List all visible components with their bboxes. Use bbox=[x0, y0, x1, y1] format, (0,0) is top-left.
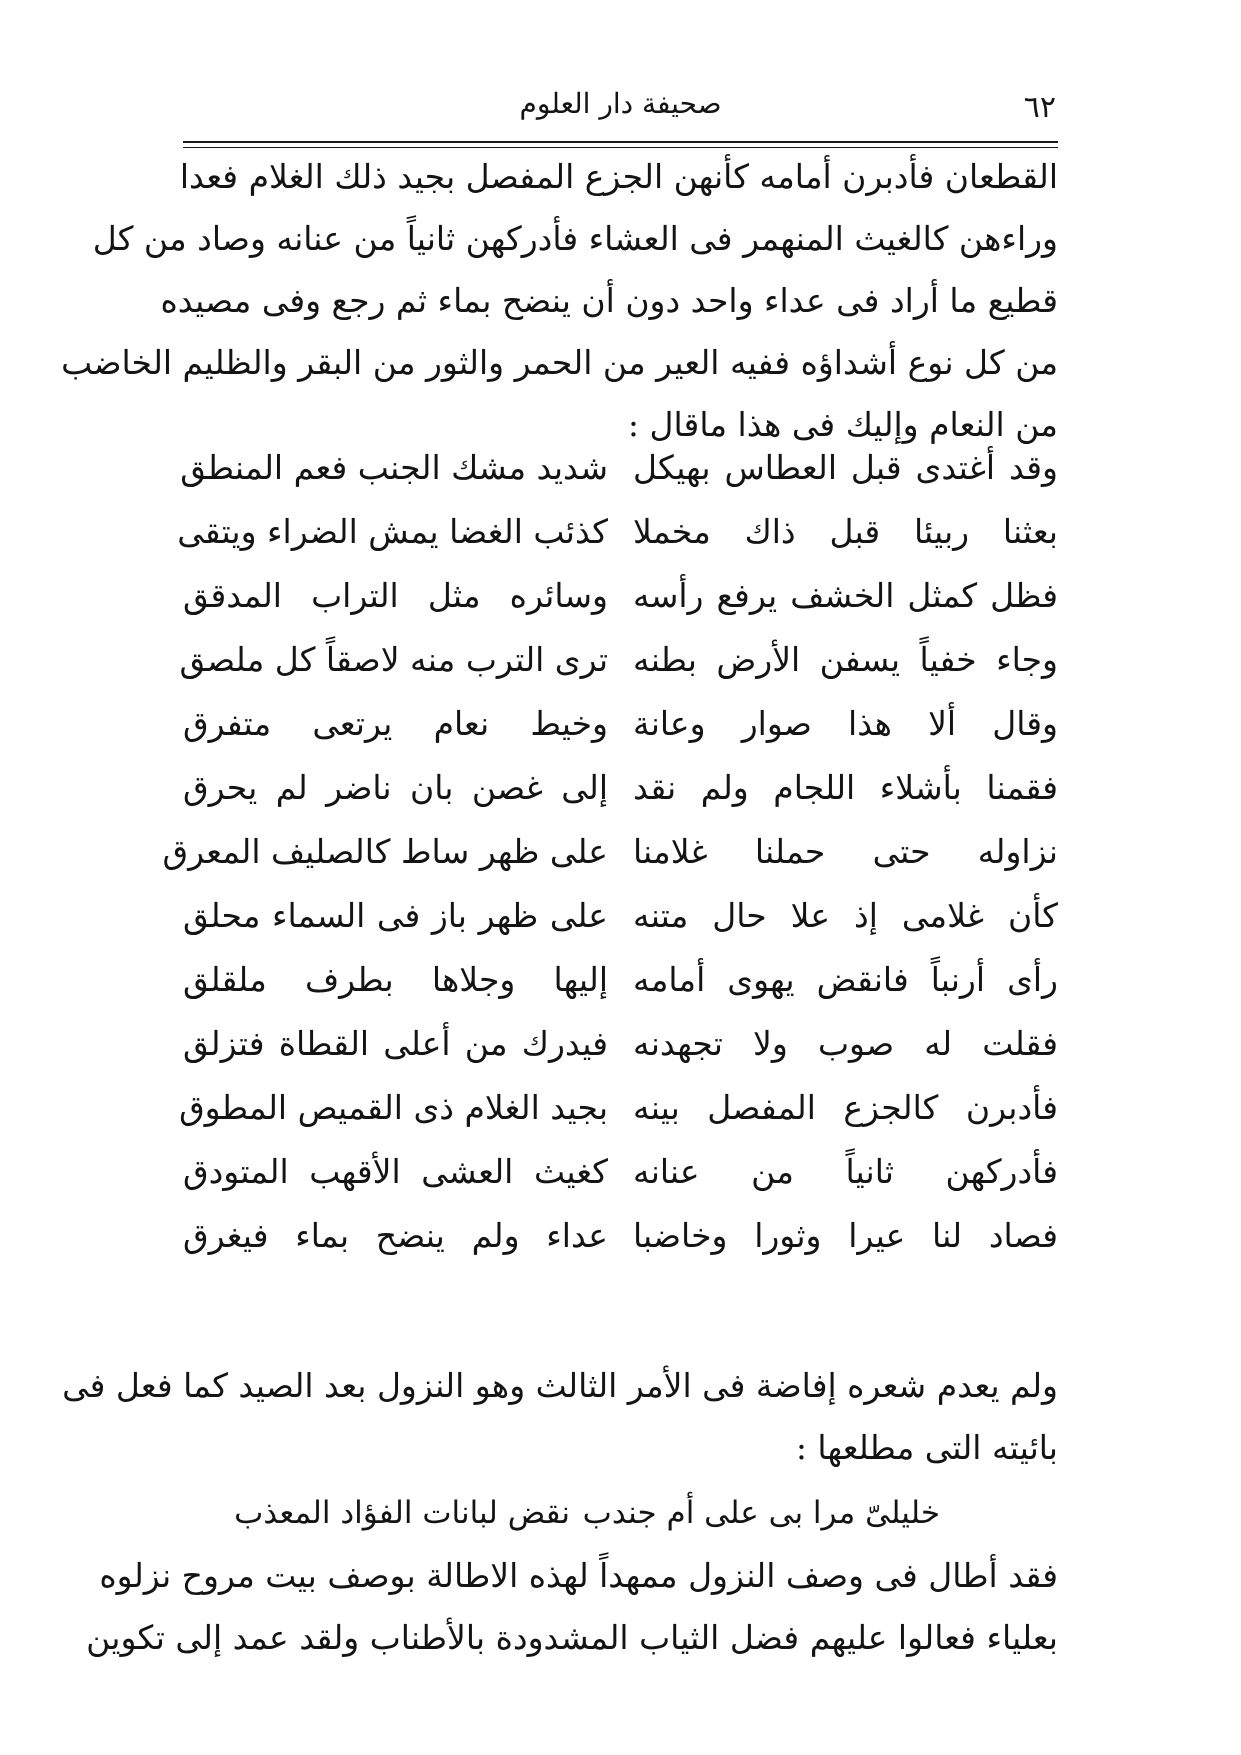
verse-second-hemistich: على ظهر باز فى السماء محلق bbox=[183, 896, 608, 935]
verse bbox=[183, 1012, 1058, 1076]
text-line: بعلياء فعالوا عليهم فضل الثياب المشدودة بالأطناب ولقد عمد إلى تكوين bbox=[86, 1618, 1058, 1657]
verse-second-hemistich: كذئب الغضا يمش الضراء ويتقى bbox=[177, 512, 608, 551]
paragraph-closing bbox=[86, 1545, 1058, 1669]
verse-second-hemistich: شديد مشك الجنب فعم المنطق bbox=[180, 448, 608, 487]
verse-second-hemistich: فيدرك من أعلى القطاة فتزلق bbox=[183, 1024, 608, 1063]
header-rule bbox=[183, 141, 1058, 143]
verse bbox=[180, 436, 1058, 500]
verse-first-hemistich: نزاوله حتى حملنا غلامنا bbox=[633, 832, 1058, 871]
verse bbox=[179, 628, 1058, 692]
verse-first-hemistich: فقلت له صوب ولا تجهدنه bbox=[633, 1024, 1058, 1063]
verse-second-hemistich: على ظهر ساط كالصليف المعرق bbox=[162, 832, 608, 871]
text-line: فقد أطال فى وصف النزول ممهداً لهذه الاطالة بوصف بيت مروح نزلوه bbox=[99, 1556, 1058, 1595]
verse bbox=[183, 564, 1058, 628]
verse-first-hemistich: رأى أرنباً فانقض يهوى أمامه bbox=[633, 960, 1058, 999]
verse-first-hemistich: وقال ألا هذا صوار وعانة bbox=[633, 704, 1058, 743]
verse-first-hemistich: فقمنا بأشلاء اللجام ولم نقد bbox=[633, 768, 1058, 807]
verse-first-hemistich: بعثنا ربيئا قبل ذاك مخملا bbox=[633, 512, 1058, 551]
verse-first-hemistich: فأدركهن ثانياً من عنانه bbox=[633, 1152, 1058, 1191]
running-title: صحيفة دار العلوم bbox=[519, 87, 722, 120]
page-number: ٦٢ bbox=[1023, 90, 1056, 125]
paragraph-transition bbox=[62, 1355, 1058, 1479]
verse bbox=[177, 500, 1058, 564]
verse-first-hemistich: فظل كمثل الخشف يرفع رأسه bbox=[633, 576, 1058, 615]
verse-first-hemistich: فصاد لنا عيرا وثورا وخاضبا bbox=[633, 1216, 1058, 1255]
verse-second-hemistich: كغيث العشى الأقهب المتودق bbox=[183, 1152, 608, 1191]
text-line: بائيته التى مطلعها : bbox=[795, 1428, 1058, 1467]
verse-first-hemistich: كأن غلامى إذ علا حال متنه bbox=[633, 896, 1058, 935]
text-line: وراءهن كالغيث المنهمر فى العشاء فأدركهن ثانياً من عنانه وصاد من كل bbox=[92, 219, 1058, 258]
verse bbox=[183, 1140, 1058, 1204]
text-line: قطيع ما أراد فى عداء واحد دون أن ينضح بماء ثم رجع وفى مصيده bbox=[160, 281, 1058, 320]
verse-second-hemistich: بجيد الغلام ذى القميص المطوق bbox=[179, 1088, 608, 1127]
verse bbox=[183, 692, 1058, 756]
paragraph-intro bbox=[61, 146, 1058, 456]
verse-second-hemistich: ترى الترب منه لاصقاً كل ملصق bbox=[179, 640, 608, 679]
verse bbox=[179, 1076, 1058, 1140]
verse-second-hemistich: وسائره مثل التراب المدقق bbox=[183, 576, 608, 615]
verse bbox=[183, 884, 1058, 948]
poem bbox=[162, 436, 1058, 1268]
verse-second-hemistich: وخيط نعام يرتعى متفرق bbox=[183, 704, 608, 743]
text-line: من كل نوع أشداؤه ففيه العير من الحمر والثور من البقر والظليم الخاضب bbox=[61, 343, 1058, 382]
verse bbox=[183, 948, 1058, 1012]
verse bbox=[183, 756, 1058, 820]
quoted-verse bbox=[234, 1482, 940, 1544]
text-line: ولم يعدم شعره إفاضة فى الأمر الثالث وهو النزول بعد الصيد كما فعل فى bbox=[62, 1366, 1058, 1405]
verse-first-hemistich: خليلىّ مرا بى على أم جندب bbox=[582, 1495, 940, 1531]
verse-second-hemistich: إليها وجلاها بطرف ملقلق bbox=[183, 960, 608, 999]
verse-second-hemistich: عداء ولم ينضح بماء فيغرق bbox=[183, 1216, 608, 1255]
verse bbox=[183, 1204, 1058, 1268]
verse-first-hemistich: وجاء خفياً يسفن الأرض بطنه bbox=[633, 640, 1058, 679]
verse-first-hemistich: فأدبرن كالجزع المفصل بينه bbox=[633, 1088, 1058, 1127]
verse-second-hemistich: إلى غصن بان ناضر لم يحرق bbox=[183, 768, 608, 807]
verse bbox=[162, 820, 1058, 884]
text-line: القطعان فأدبرن أمامه كأنهن الجزع المفصل بجيد ذلك الغلام فعدا bbox=[179, 157, 1058, 196]
verse-first-hemistich: وقد أغتدى قبل العطاس بهيكل bbox=[633, 448, 1058, 487]
verse-second-hemistich: نقض لبانات الفؤاد المعذب bbox=[234, 1495, 570, 1531]
text-line: من النعام وإليك فى هذا ماقال : bbox=[627, 405, 1058, 444]
